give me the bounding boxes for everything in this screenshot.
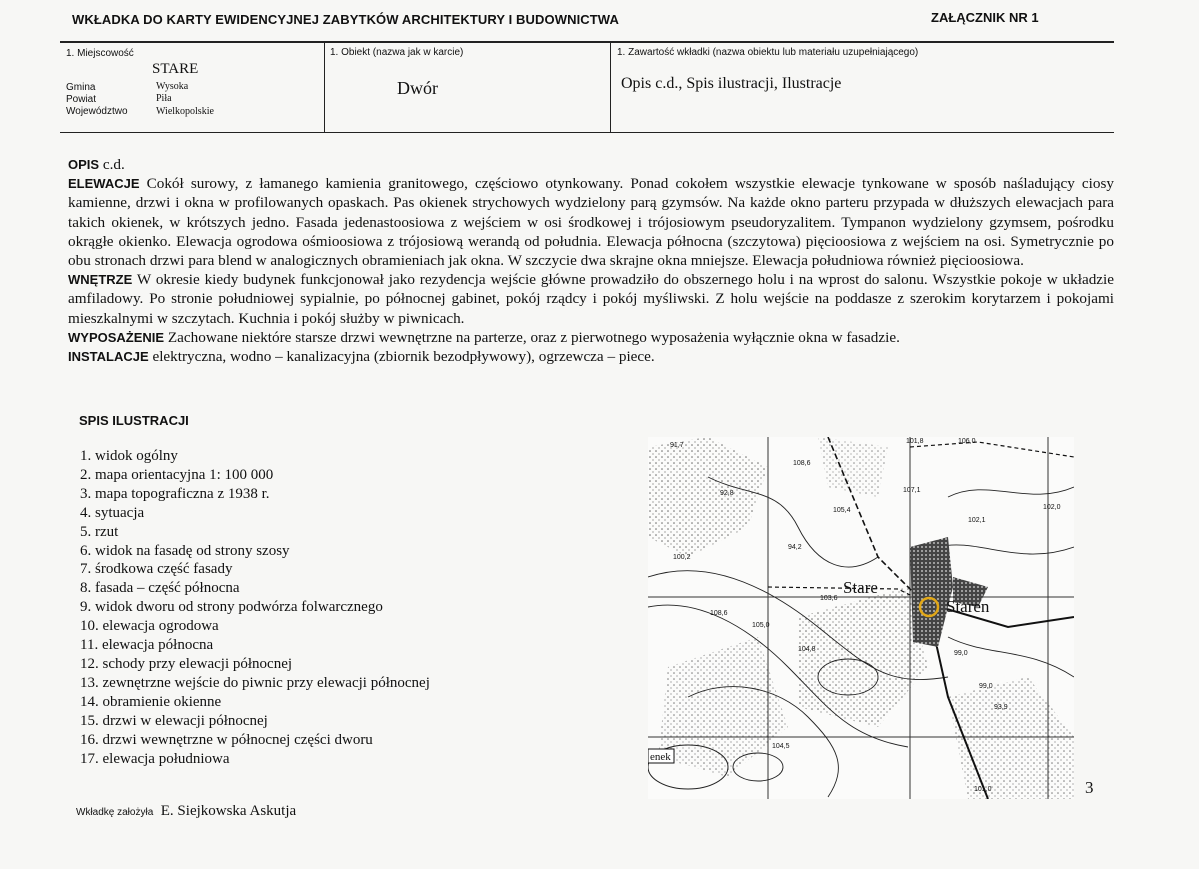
map-height-label: 92,8: [720, 490, 734, 497]
map-height-label: 101,0: [974, 786, 992, 793]
map-height-label: 103,6: [820, 595, 838, 602]
location-label: 1. Miejscowość: [66, 48, 134, 59]
map-height-label: 108,6: [793, 460, 811, 467]
map-height-label: 102,1: [968, 517, 986, 524]
object-value: Dwór: [397, 78, 438, 98]
illustration-item: 9. widok dworu od strony podwórza folwarcznego: [80, 599, 383, 616]
illustration-item: 3. mapa topograficzna z 1938 r.: [80, 485, 270, 502]
author-name: E. Siejkowska Askutja: [160, 803, 297, 819]
wnetrze-paragraph: [68, 270, 1114, 328]
elewacje-text: Cokół surowy, z łamanego kamienia granitowego, częściowo otynkowany. Ponad cokołem wszystkie elewacje tynkowane w sposób naśladujący ciosy kamienne, drzwi i okna w profilowanych opaskach. Pas okienek strychowych wydzielony parą gzymsów. Na każde okno parteru przypada w dłuższych elewacjach para takich okienek, w krótszych jedno. Fasada jedenastoosiowa z wejściem w osi środkowej i trójosiowym pseudoryzalitem. Tympanon wydzielony gzymsem, pośrodku okrągłe okienko. Elewacja ogrodowa ośmioosiowa z trójosiową werandą od południa. Elewacja północna (szczytowa) pięcioosiowa z wejściem na osi. Symetrycznie po obu stronach drzwi para blend w analogicznych obramieniach jak okna. W szczycie dwa skrajne okna mniejsze. Elewacja południowa również pięcioosiowa.: [68, 175, 1114, 270]
illustration-item: 17. elewacja południowa: [80, 750, 230, 767]
elewacje-paragraph: [68, 174, 1114, 270]
illustration-item: 8. fasada – część północna: [80, 580, 240, 597]
map-height-label: 99,0: [954, 650, 968, 657]
annex-number: ZAŁĄCZNIK NR 1: [931, 10, 1039, 25]
table-top-rule: [60, 41, 1114, 43]
map-height-label: 101,8: [906, 438, 924, 445]
map-height-label: 100,2: [673, 554, 691, 561]
illustration-item: 2. mapa orientacyjna 1: 100 000: [80, 466, 274, 483]
map-height-label: 91,7: [670, 442, 684, 449]
illustration-item: 6. widok na fasadę od strony szosy: [80, 542, 290, 559]
map-height-label: 105,0: [752, 622, 770, 629]
location-name: STARE: [152, 61, 199, 77]
map-height-label: 99,0: [979, 683, 993, 690]
wyposazenie-paragraph: [68, 328, 1114, 347]
wyposazenie-keyword: WYPOSAŻENIE: [68, 329, 165, 345]
map-fragment-label: enek: [650, 751, 671, 763]
map-height-label: 108,6: [710, 610, 728, 617]
content-value: Opis c.d., Spis ilustracji, Ilustracje: [621, 75, 842, 92]
opis-text: c.d.: [99, 156, 125, 173]
illustration-item: 13. zewnętrzne wejście do piwnic przy elewacji północnej: [80, 674, 430, 691]
map-height-label: 105,4: [833, 507, 851, 514]
wyposazenie-text: Zachowane niektóre starsze drzwi wewnętrzne na parterze, oraz z pierwotnego wyposażenia wyłącznie okna w fasadzie.: [164, 328, 900, 346]
topographic-map: [648, 437, 1074, 799]
gmina-value: Wysoka: [156, 81, 189, 92]
page-number: 3: [1085, 778, 1094, 797]
illustration-item: 11. elewacja północna: [80, 637, 214, 654]
map-height-label: 107,1: [903, 487, 921, 494]
powiat-value: Piła: [156, 93, 172, 104]
wojewodztwo-label: Województwo: [66, 106, 128, 117]
illustration-item: 12. schody przy elewacji północnej: [80, 655, 293, 672]
illustration-item: 16. drzwi wewnętrzne w północnej części dworu: [80, 731, 373, 748]
table-divider-1: [324, 42, 325, 132]
illustration-item: 15. drzwi w elewacji północnej: [80, 712, 268, 729]
object-label: 1. Obiekt (nazwa jak w karcie): [330, 47, 464, 58]
table-bottom-rule: [60, 132, 1114, 133]
author-label: Wkładkę założyła: [76, 807, 154, 818]
illustration-item: 10. elewacja ogrodowa: [80, 618, 219, 635]
wojewodztwo-value: Wielkopolskie: [156, 106, 214, 117]
illustration-item: 1. widok ogólny: [80, 448, 178, 464]
map-height-label: 106,0: [958, 438, 976, 445]
map-height-label: 102,0: [1043, 504, 1061, 511]
illustration-item: 4. sytuacja: [80, 504, 145, 521]
map-town-label: Staren: [946, 597, 990, 616]
map-height-label: 104,5: [772, 743, 790, 750]
illustration-item: 5. rzut: [80, 523, 119, 540]
page-title: WKŁADKA DO KARTY EWIDENCYJNEJ ZABYTKÓW ARCHITEKTURY I BUDOWNICTWA: [72, 12, 619, 27]
map-height-label: 94,2: [788, 544, 802, 551]
map-height-label: 93,9: [994, 704, 1008, 711]
illustrations-list: [80, 447, 430, 768]
instalacje-paragraph: [68, 347, 1114, 366]
content-label: 1. Zawartość wkładki (nazwa obiektu lub materiału uzupełniającego): [617, 47, 919, 58]
illustration-item: 14. obramienie okienne: [80, 693, 222, 710]
wnetrze-text: W okresie kiedy budynek funkcjonował jako rezydencja wejście główne prowadziło do obszernego holu i na wprost do salonu. Wszystkie pokoje w układzie amfiladowy. Po stronie południowej sypialnie, po północnej gabinet, pokój rządcy i pokój myśliwski. Z holu wejście na poddasze z szerokim korytarzem i pokojami mieszkalnymi w szczytach. Kuchnia i pokój służby w piwnicach.: [68, 271, 1114, 327]
powiat-label: Powiat: [66, 94, 97, 105]
table-divider-2: [610, 42, 611, 132]
instalacje-text: elektryczna, wodno – kanalizacyjna (zbiornik bezodpływowy), ogrzewcza – piece.: [148, 348, 655, 366]
instalacje-keyword: INSTALACJE: [68, 349, 149, 365]
author-line: [76, 803, 296, 820]
map-town-label: Stare: [843, 578, 878, 597]
wnetrze-keyword: WNĘTRZE: [68, 272, 133, 288]
gmina-label: Gmina: [66, 82, 96, 93]
illustrations-title: SPIS ILUSTRACJI: [79, 413, 189, 428]
opis-keyword: OPIS: [68, 157, 100, 172]
map-height-label: 104,8: [798, 646, 816, 653]
illustration-item: 7. środkowa część fasady: [80, 561, 233, 578]
description-text: [68, 155, 1114, 366]
elewacje-keyword: ELEWACJE: [68, 176, 140, 192]
opis-paragraph: [68, 155, 1114, 174]
